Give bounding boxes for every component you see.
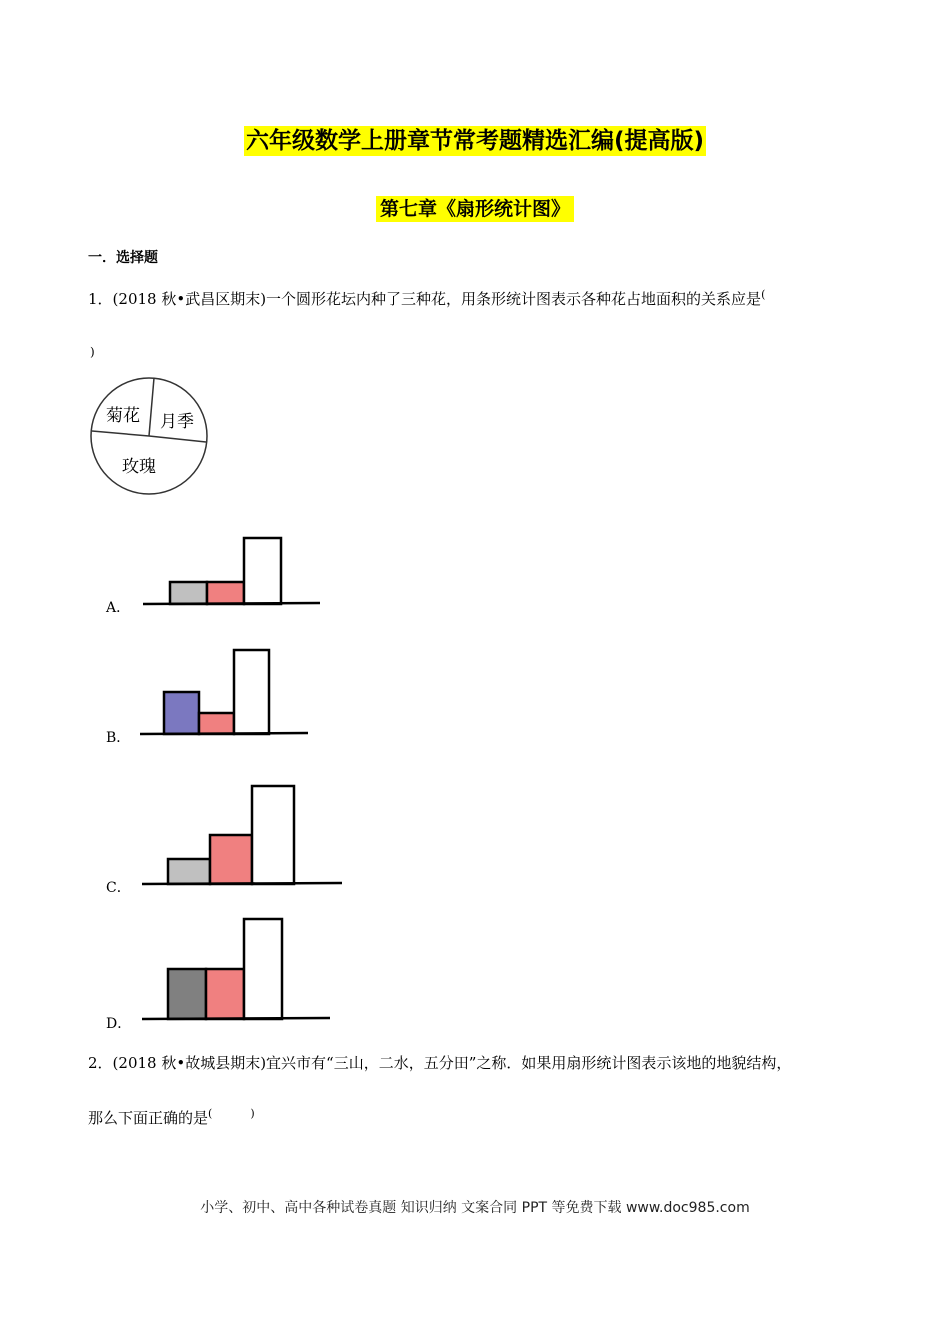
option-d-label[interactable]: D． (106, 1016, 132, 1032)
option-a-chart (0, 510, 360, 625)
option-b-label[interactable]: B． (106, 730, 131, 746)
option-d-axis (142, 1018, 330, 1019)
option-d-bar-2 (206, 969, 244, 1019)
option-b-chart (0, 645, 360, 760)
option-c-label[interactable]: C． (106, 880, 131, 896)
option-c-bar-3 (252, 786, 294, 884)
option-a-bar-1 (170, 582, 207, 604)
option-b-bar-1 (164, 692, 199, 734)
chapter-title: 第七章《扇形统计图》 (0, 194, 950, 221)
footer-note: 小学、初中、高中各种试卷真题 知识归纳 文案合同 PPT 等免费下载 www.doc985.com (200, 1200, 750, 1216)
section-heading: 一．选择题 (88, 250, 158, 266)
pie-figure (88, 375, 213, 500)
option-d-bar-1 (168, 969, 206, 1019)
option-a-axis (143, 603, 320, 604)
option-c-axis (142, 883, 342, 884)
question-2: 2．(2018 秋•故城县期末)宜兴市有“三山，二水，五分田”之称．如果用扇形统计图表示该地的地貌结构， (88, 1054, 792, 1072)
option-c-bar-2 (210, 835, 252, 884)
option-b-bar-3 (234, 650, 269, 734)
option-a-bar-2 (207, 582, 244, 604)
option-a-label[interactable]: A． (106, 600, 131, 616)
option-d-bar-3 (244, 919, 282, 1019)
page-title: 六年级数学上册章节常考题精选汇编(提高版) (245, 128, 705, 154)
option-c-chart (0, 780, 360, 895)
pie-label-juhua: 菊花 (106, 406, 140, 426)
option-c-bar-1 (168, 859, 210, 884)
pie-label-yueji: 月季 (160, 412, 194, 432)
question-1-paren-close: ) (90, 345, 95, 359)
option-b-axis (140, 733, 308, 734)
option-b-bar-2 (199, 713, 234, 734)
question-2-line2: 那么下面正确的是( ) (88, 1107, 255, 1127)
option-d-chart (0, 915, 360, 1030)
pie-label-meigui: 玫瑰 (122, 457, 156, 477)
question-1: 1．(2018 秋•武昌区期末)一个圆形花坛内种了三种花，用条形统计图表示各种花占地面积的关系应是( (88, 288, 766, 308)
option-a-bar-3 (244, 538, 281, 604)
